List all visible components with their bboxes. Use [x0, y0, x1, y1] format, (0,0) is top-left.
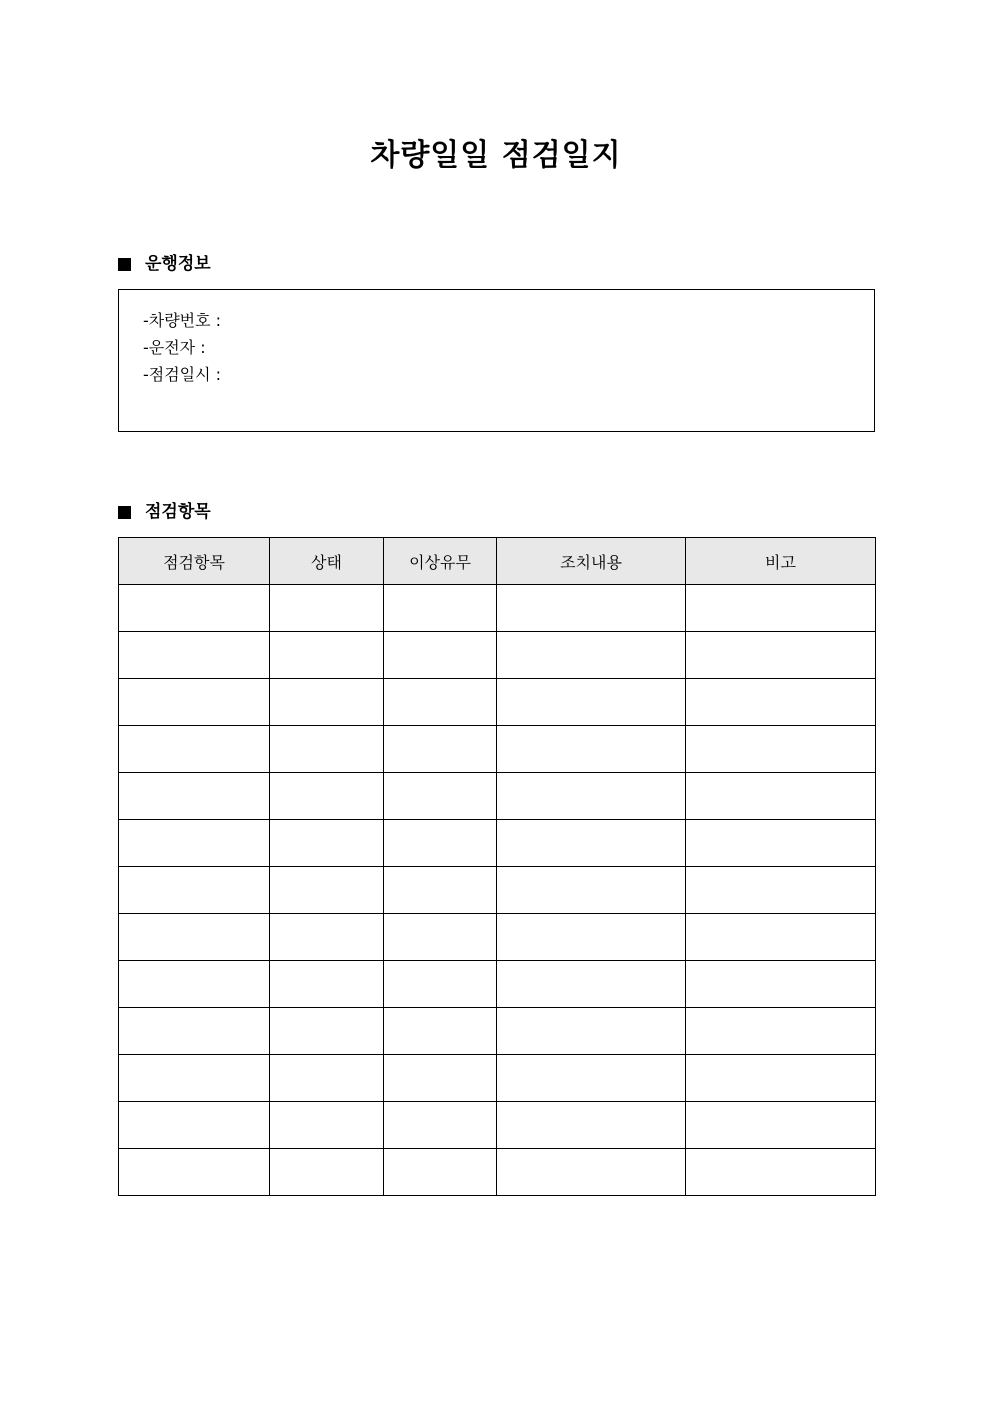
cell-status[interactable] [270, 867, 384, 914]
cell-abnormality[interactable] [384, 1149, 497, 1196]
cell-remarks[interactable] [686, 1149, 876, 1196]
vehicle-number-field[interactable]: -차량번호 : [143, 311, 222, 330]
table-row [119, 679, 876, 726]
cell-item[interactable] [119, 914, 270, 961]
inspection-table-body [119, 585, 876, 1196]
table-row [119, 914, 876, 961]
cell-status[interactable] [270, 1008, 384, 1055]
cell-action[interactable] [497, 1055, 686, 1102]
column-header-action: 조치내용 [497, 538, 686, 585]
cell-status[interactable] [270, 726, 384, 773]
cell-status[interactable] [270, 1055, 384, 1102]
cell-action[interactable] [497, 867, 686, 914]
cell-remarks[interactable] [686, 773, 876, 820]
table-row [119, 773, 876, 820]
run-info-heading-label: 운행정보 [145, 254, 211, 274]
table-row [119, 726, 876, 773]
cell-remarks[interactable] [686, 867, 876, 914]
cell-abnormality[interactable] [384, 773, 497, 820]
cell-status[interactable] [270, 679, 384, 726]
cell-action[interactable] [497, 1102, 686, 1149]
table-row [119, 1055, 876, 1102]
cell-item[interactable] [119, 1102, 270, 1149]
cell-remarks[interactable] [686, 914, 876, 961]
cell-action[interactable] [497, 585, 686, 632]
cell-action[interactable] [497, 820, 686, 867]
table-row [119, 820, 876, 867]
cell-item[interactable] [119, 726, 270, 773]
inspection-table [118, 537, 876, 1196]
cell-abnormality[interactable] [384, 679, 497, 726]
cell-action[interactable] [497, 773, 686, 820]
cell-item[interactable] [119, 773, 270, 820]
table-row [119, 632, 876, 679]
cell-action[interactable] [497, 679, 686, 726]
cell-abnormality[interactable] [384, 820, 497, 867]
cell-status[interactable] [270, 632, 384, 679]
cell-abnormality[interactable] [384, 632, 497, 679]
table-row [119, 867, 876, 914]
column-header-remarks: 비고 [686, 538, 876, 585]
cell-action[interactable] [497, 914, 686, 961]
cell-abnormality[interactable] [384, 1055, 497, 1102]
column-header-status: 상태 [270, 538, 384, 585]
cell-item[interactable] [119, 820, 270, 867]
cell-remarks[interactable] [686, 679, 876, 726]
table-row [119, 1102, 876, 1149]
run-info-box [118, 289, 875, 432]
cell-abnormality[interactable] [384, 726, 497, 773]
driver-field[interactable]: -운전자 : [143, 338, 206, 357]
cell-abnormality[interactable] [384, 867, 497, 914]
cell-item[interactable] [119, 585, 270, 632]
cell-abnormality[interactable] [384, 914, 497, 961]
cell-abnormality[interactable] [384, 1008, 497, 1055]
cell-item[interactable] [119, 1008, 270, 1055]
document-title: 차량일일 점검일지 [370, 138, 622, 173]
cell-abnormality[interactable] [384, 961, 497, 1008]
cell-action[interactable] [497, 961, 686, 1008]
cell-remarks[interactable] [686, 585, 876, 632]
cell-item[interactable] [119, 1055, 270, 1102]
cell-status[interactable] [270, 1102, 384, 1149]
cell-status[interactable] [270, 914, 384, 961]
inspection-heading [118, 500, 211, 524]
square-bullet-icon [118, 506, 131, 519]
cell-remarks[interactable] [686, 726, 876, 773]
inspection-datetime-field[interactable]: -점검일시 : [143, 365, 222, 384]
table-header-row [119, 538, 876, 585]
cell-remarks[interactable] [686, 961, 876, 1008]
cell-status[interactable] [270, 585, 384, 632]
cell-item[interactable] [119, 632, 270, 679]
cell-remarks[interactable] [686, 1102, 876, 1149]
cell-item[interactable] [119, 961, 270, 1008]
table-row [119, 1008, 876, 1055]
cell-status[interactable] [270, 820, 384, 867]
cell-status[interactable] [270, 961, 384, 1008]
cell-action[interactable] [497, 632, 686, 679]
cell-status[interactable] [270, 773, 384, 820]
cell-remarks[interactable] [686, 1055, 876, 1102]
cell-remarks[interactable] [686, 632, 876, 679]
cell-status[interactable] [270, 1149, 384, 1196]
table-row [119, 961, 876, 1008]
cell-action[interactable] [497, 726, 686, 773]
cell-item[interactable] [119, 679, 270, 726]
cell-remarks[interactable] [686, 820, 876, 867]
cell-action[interactable] [497, 1008, 686, 1055]
cell-abnormality[interactable] [384, 585, 497, 632]
inspection-heading-label: 점검항목 [145, 502, 211, 522]
run-info-lines [143, 307, 221, 388]
table-row [119, 1149, 876, 1196]
cell-item[interactable] [119, 1149, 270, 1196]
cell-abnormality[interactable] [384, 1102, 497, 1149]
run-info-heading [118, 252, 211, 276]
cell-item[interactable] [119, 867, 270, 914]
cell-action[interactable] [497, 1149, 686, 1196]
table-row [119, 585, 876, 632]
column-header-item: 점검항목 [119, 538, 270, 585]
column-header-abnormality: 이상유무 [384, 538, 497, 585]
square-bullet-icon [118, 258, 131, 271]
cell-remarks[interactable] [686, 1008, 876, 1055]
